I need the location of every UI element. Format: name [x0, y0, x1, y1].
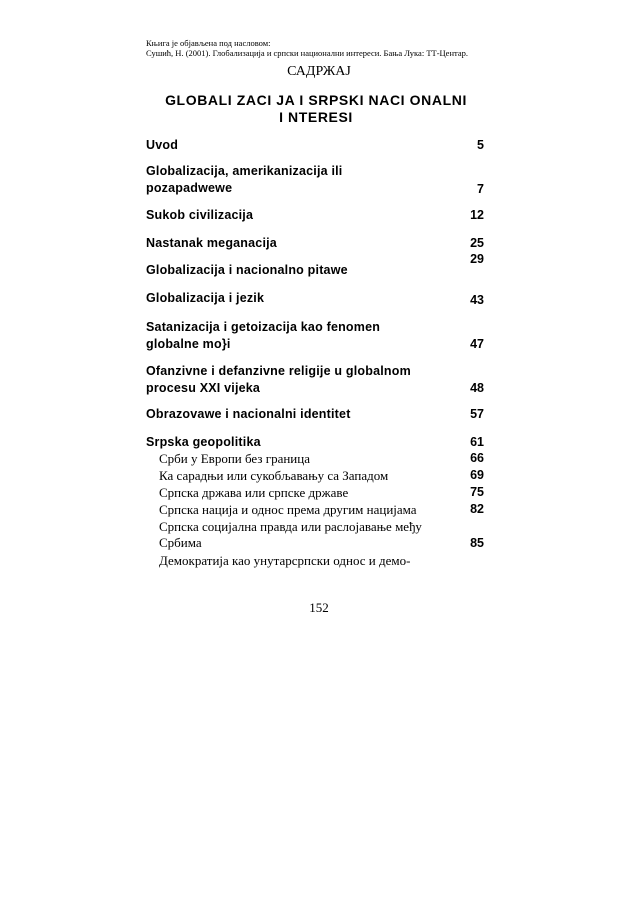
- toc-page-ofanzivne-religije: 48: [470, 381, 484, 395]
- book-title-line-2: I NTERESI: [279, 109, 353, 125]
- toc-subentry-page: 82: [470, 502, 484, 516]
- toc-subentry-page: 75: [470, 485, 484, 499]
- toc-subentry-page: 66: [470, 451, 484, 465]
- toc-entry-satanizacija[interactable]: [146, 319, 380, 353]
- toc-entry-jezik[interactable]: Globalizacija i jezik: [146, 291, 265, 305]
- toc-subentry-page: 69: [470, 468, 484, 482]
- toc-subentry-line: Српска социјална правда или раслојавање међу: [159, 519, 422, 534]
- toc-subentry-page: 85: [470, 536, 484, 550]
- toc-entry-line: procesu XXI vijeka: [146, 381, 261, 395]
- toc-page-jezik: 43: [470, 293, 484, 307]
- toc-subentry[interactable]: Срби у Европи без граница: [159, 451, 310, 466]
- toc-entry-line: Satanizacija i getoizacija kao fenomen: [146, 320, 381, 334]
- page-number: 152: [309, 600, 329, 615]
- toc-entry-nastanak-meganacija[interactable]: Nastanak meganacija: [146, 236, 277, 250]
- toc-entry-sukob-civilizacija[interactable]: Sukob civilizacija: [146, 208, 254, 222]
- toc-entry-line: Ofanzivne i defanzivne religije u globalnom: [146, 364, 411, 378]
- toc-entry-ofanzivne-religije[interactable]: [146, 363, 411, 397]
- book-title: [146, 92, 486, 126]
- publication-note-line-1: Књига је објављена под насловом:: [146, 38, 271, 48]
- contents-heading: САДРЖАЈ: [287, 64, 351, 79]
- toc-entry-srpska-geopolitika[interactable]: Srpska geopolitika: [146, 435, 261, 449]
- toc-entry-line: pozapadwewe: [146, 181, 233, 195]
- toc-page-srpska-geopolitika: 61: [470, 435, 484, 449]
- toc-page-satanizacija: 47: [470, 337, 484, 351]
- toc-entry-globalizacija-amerikanizacija[interactable]: [146, 163, 342, 197]
- book-title-line-1: GLOBALI ZACI JA I SRPSKI NACI ONALNI: [165, 92, 467, 108]
- toc-page-nacionalno-pitawe: 29: [470, 252, 484, 266]
- toc-entry-line: globalne mo}i: [146, 337, 231, 351]
- toc-subentry[interactable]: [159, 519, 422, 551]
- toc-page-nastanak-meganacija: 25: [470, 236, 484, 250]
- publication-note-line-2: Сушић, Н. (2001). Глобализација и српски национални интереси. Бања Лука: ТТ-Центар.: [146, 48, 468, 58]
- toc-subentry[interactable]: Српска нација и однос према другим нацијама: [159, 502, 417, 517]
- toc-subentry-line: Србима: [159, 535, 202, 550]
- toc-subentry[interactable]: Српска држава или српске државе: [159, 485, 349, 500]
- toc-page-obrazovawe: 57: [470, 407, 484, 421]
- toc-entry-obrazovawe[interactable]: Obrazovawe i nacionalni identitet: [146, 407, 351, 421]
- toc-page-uvod: 5: [477, 138, 484, 152]
- toc-entry-line: Globalizacija, amerikanizacija ili: [146, 164, 343, 178]
- toc-page-sukob-civilizacija: 12: [470, 208, 484, 222]
- toc-entry-uvod[interactable]: Uvod: [146, 138, 179, 152]
- toc-subentry[interactable]: Демократија као унутарсрпски однос и демо-: [159, 553, 411, 568]
- toc-entry-nacionalno-pitawe[interactable]: Globalizacija i nacionalno pitawe: [146, 263, 348, 277]
- toc-subentry[interactable]: Ка сарадњи или сукобљавању са Западом: [159, 468, 389, 483]
- toc-page-globalizacija-amerikanizacija: 7: [477, 182, 484, 196]
